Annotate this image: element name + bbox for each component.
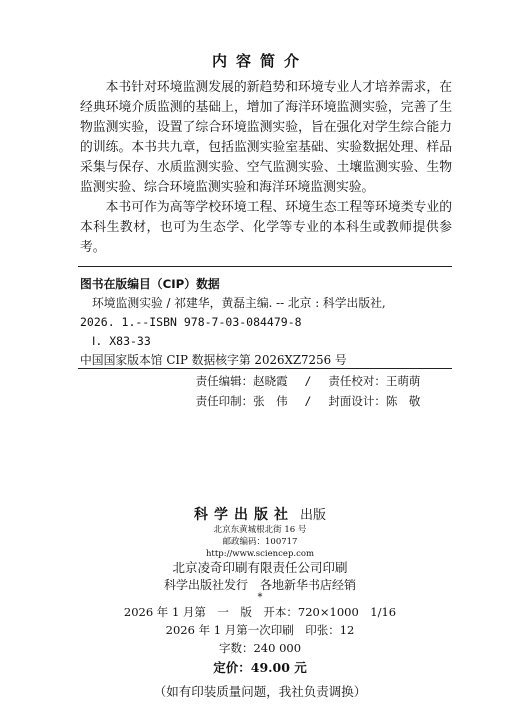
- credits-line-1: [48, 371, 520, 391]
- responsible-printing: 责任印制：张 伟: [195, 394, 288, 408]
- distribution-line: 科学出版社发行 各地新华书店经销: [163, 578, 356, 592]
- cover-designer: 封面设计：陈 敬: [328, 394, 421, 408]
- printing-line: 2026 年 1 月第一次印刷 印张：12: [165, 623, 355, 637]
- printer-name: 北京凌奇印刷有限责任公司印刷: [172, 560, 348, 575]
- cip-title-line: 环境监测实验 / 祁建华，黄磊主编. -- 北京 : 科学出版社,: [92, 296, 386, 310]
- publisher-role: 出版: [299, 508, 326, 523]
- publisher-line: [0, 504, 520, 524]
- summary-paragraph-2: 本书可作为高等学校环境工程、环境生态工程等环境类专业的本科生教材，也可为生态学、化学等专业的本科生或教师提供参考。: [80, 200, 452, 255]
- publisher-postcode: 邮政编码：100717: [222, 537, 298, 547]
- publisher-website: http://www.sciencep.com: [205, 549, 315, 559]
- separator-star: *: [257, 592, 263, 603]
- price: 定价：49.00 元: [213, 660, 307, 675]
- cip-bottom-divider: [78, 368, 452, 369]
- cip-block: [80, 275, 452, 370]
- quality-notice: （如有印装质量问题，我社负责调换）: [153, 684, 367, 699]
- summary-title: 内容简介: [211, 52, 308, 70]
- credit-separator: /: [304, 374, 312, 388]
- responsible-proofreader: 责任校对：王萌萌: [328, 374, 421, 388]
- edition-format-line: 2026 年 1 月第 一 版 开本：720×1000 1/16: [123, 605, 397, 619]
- summary-paragraph-1: 本书针对环境监测发展的新趋势和环境专业人才培养需求，在经典环境介质监测的基础上，增加了海洋环境监测实验，完善了生物监测实验，设置了综合环境监测实验，旨在强化对学生综合能力的训练。本书共九章，包括监测实验室基础、实验数据处理、样品采集与保存、水质监测实验、空气监测实验、土壤监测实验、生物监测实验、综合环境监测实验和海洋环境监测实验。: [80, 80, 452, 195]
- publisher-address: 北京东黄城根北街 16 号: [213, 525, 307, 535]
- publisher-logotype: 科学出版社: [193, 507, 294, 523]
- credits-line-2: [48, 391, 520, 411]
- responsible-editor: 责任编辑：赵晓霞: [195, 374, 288, 388]
- cip-record-number: 中国国家版本馆 CIP 数据核字第 2026XZ7256 号: [80, 353, 347, 367]
- word-count: 字数：240 000: [218, 641, 302, 655]
- cip-classification: Ⅰ. X83-33: [92, 334, 151, 348]
- cip-heading: 图书在版编目（CIP）数据: [80, 277, 220, 291]
- credit-separator: /: [304, 394, 312, 408]
- summary-body: [80, 78, 452, 258]
- cip-isbn-line: 2026. 1.--ISBN 978-7-03-084479-8: [80, 315, 302, 329]
- cip-top-divider: [78, 266, 452, 267]
